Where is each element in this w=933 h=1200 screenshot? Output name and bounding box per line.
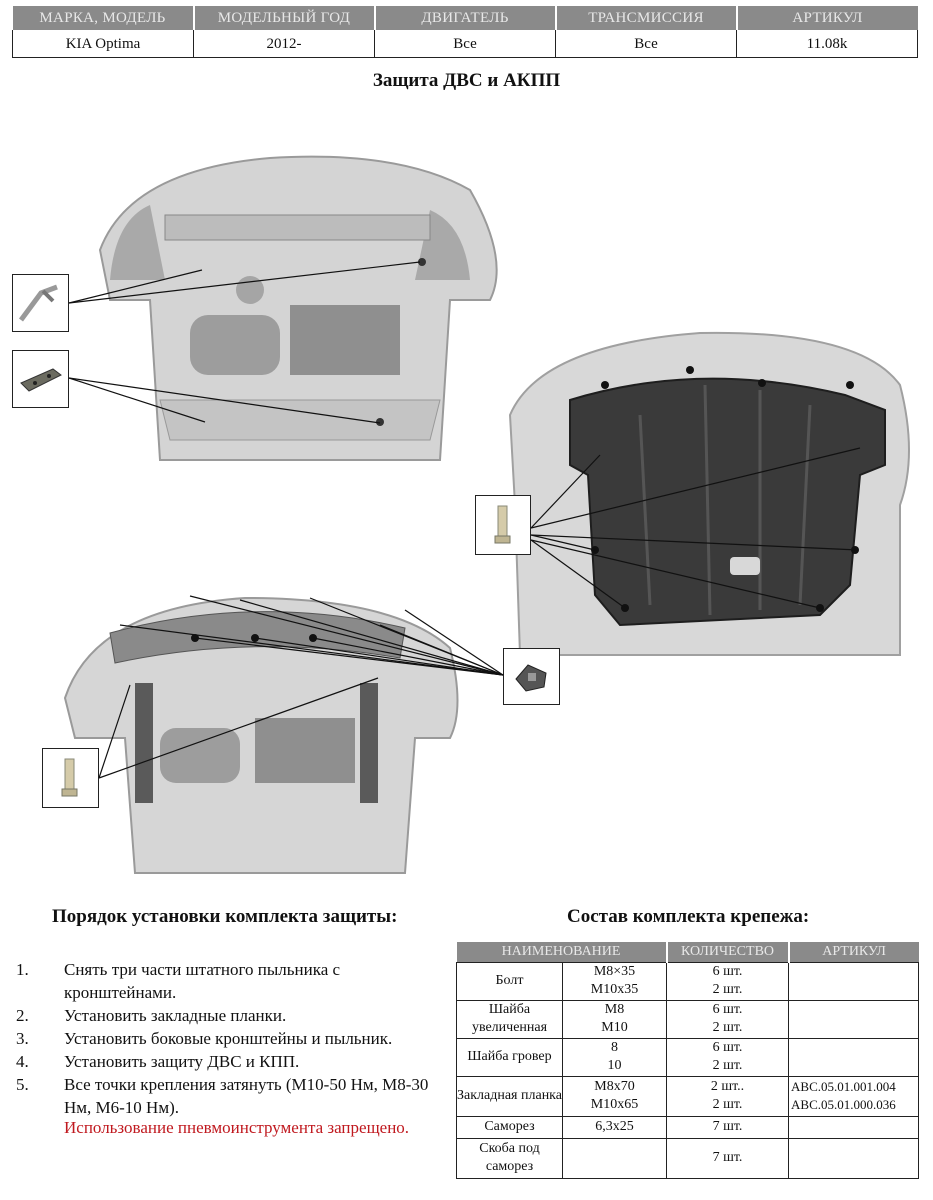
value-model: KIA Optima [13,30,194,57]
list-item: 1. Снять три части штатного пыльника с кронштейнами. [16,960,341,1002]
value-transmission: Все [556,30,737,57]
value-article: 11.08k [737,30,918,57]
kit-title: Состав комплекта крепежа: [567,906,810,927]
col-engine: ДВИГАТЕЛЬ [375,6,556,30]
kit-col-article: АРТИКУЛ [789,942,919,962]
table-row: Саморез 6,3х25 7 шт. [457,1116,919,1138]
kit-col-name: НАИМЕНОВАНИЕ [457,942,667,962]
list-item: 2. Установить закладные планки. [16,1006,287,1025]
table-row: Закладная планка М8х70 М10х65 2 шт.. 2 шт. ABC.05.01.001.004 ABC.05.01.000.036 [457,1076,919,1116]
page-title: Защита ДВС и АКПП [372,70,561,91]
list-item: 4. Установить защиту ДВС и КПП. [16,1052,300,1071]
installation-steps [16,958,456,1119]
col-article: АРТИКУЛ [737,6,918,30]
pneumatic-warning: Использование пневмоинструмента запрещено. [64,1118,410,1137]
col-transmission: ТРАНСМИССИЯ [556,6,737,30]
installation-title: Порядок установки комплекта защиты: [52,906,398,927]
value-engine: Все [375,30,556,57]
fastener-kit-table [456,942,919,1179]
kit-col-qty: КОЛИЧЕСТВО [667,942,789,962]
col-year: МОДЕЛЬНЫЙ ГОД [194,6,375,30]
value-year: 2012- [194,30,375,57]
list-item: 3. Установить боковые кронштейны и пыльник. [16,1029,393,1048]
list-item: 5. Все точки крепления затянуть (М10-50 Нм, М8-30 Нм, М6-10 Нм). [16,1075,429,1117]
table-row: Скоба под саморез 7 шт. [457,1138,919,1178]
table-row: Шайба увеличенная М8 М10 6 шт. 2 шт. [457,1000,919,1038]
col-model: МАРКА, МОДЕЛЬ [13,6,194,30]
table-row: Шайба гровер 8 10 6 шт. 2 шт. [457,1038,919,1076]
table-row: Болт М8×35 М10х35 6 шт. 2 шт. [457,962,919,1000]
